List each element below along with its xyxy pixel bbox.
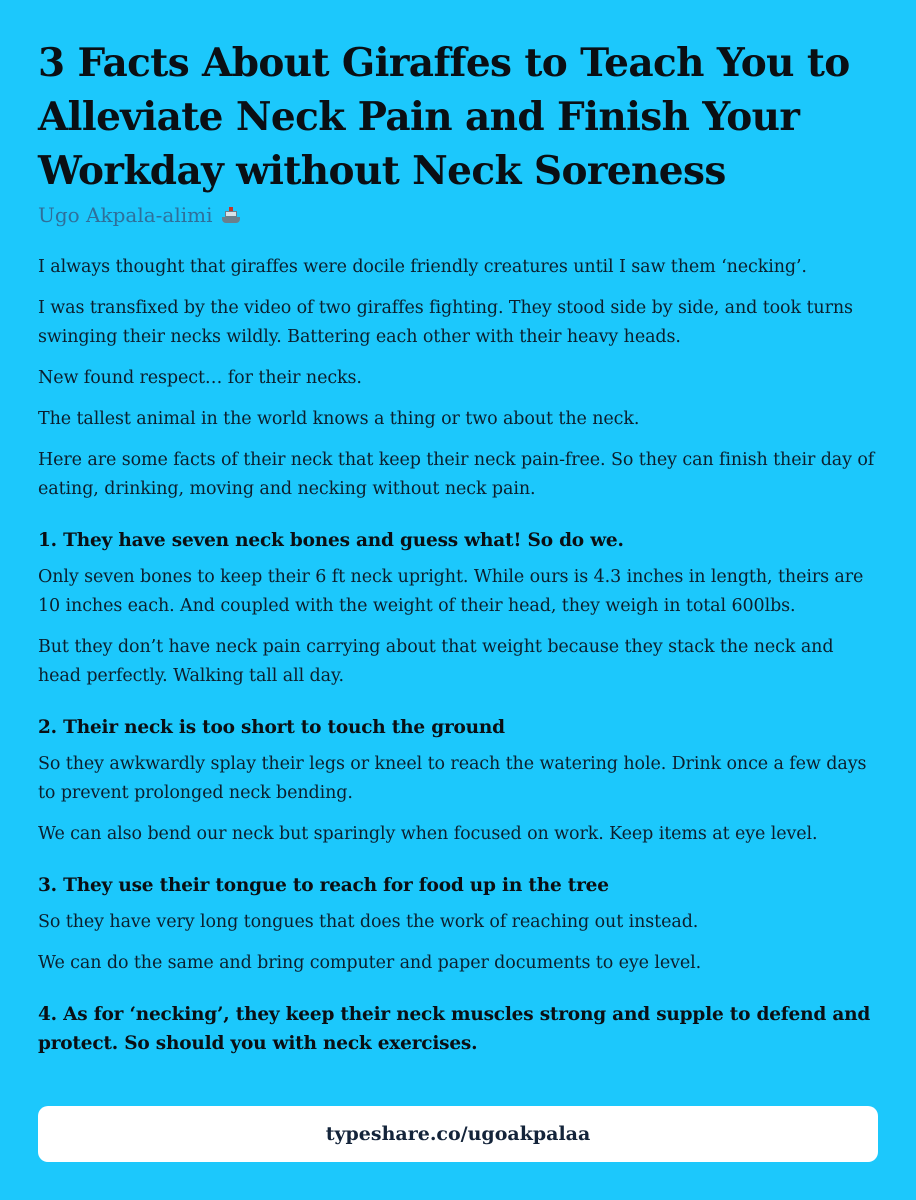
section-paragraph: But they don’t have neck pain carrying about that weight because they stack the neck and head perfectly. Walking tall all day. (38, 637, 834, 686)
section-paragraph: Only seven bones to keep their 6 ft neck upright. While ours is 4.3 inches in length, theirs are 10 inches each. And coupled with the weight of their head, they weigh in total 600lbs. (38, 567, 864, 616)
ship-icon (221, 205, 241, 225)
footer-link-button[interactable] (38, 1106, 878, 1162)
section-paragraph: So they awkwardly splay their legs or kneel to reach the watering hole. Drink once a few days to prevent prolonged neck bending. (38, 754, 867, 803)
section-paragraph: We can also bend our neck but sparingly when focused on work. Keep items at eye level. (38, 824, 818, 844)
section-heading: 2. Their neck is too short to touch the ground (38, 717, 505, 738)
intro-paragraph: New found respect… for their necks. (38, 368, 362, 388)
section-heading: 1. They have seven neck bones and guess what! So do we. (38, 530, 624, 551)
intro-paragraph: I always thought that giraffes were docile friendly creatures until I saw them ‘necking’. (38, 257, 807, 277)
post-title: 3 Facts About Giraffes to Teach You to Alleviate Neck Pain and Finish Your Workday without Neck Soreness (38, 40, 850, 194)
section-paragraph: So they have very long tongues that does the work of reaching out instead. (38, 912, 699, 932)
section-heading: 4. As for ‘necking’, they keep their neck muscles strong and supple to defend and protect. So should you with neck exercises. (38, 1004, 871, 1054)
author-name[interactable]: Ugo Akpala-alimi (38, 203, 213, 227)
section-paragraph: We can do the same and bring computer and paper documents to eye level. (38, 953, 702, 973)
intro-paragraph: Here are some facts of their neck that keep their neck pain-free. So they can finish their day of eating, drinking, moving and necking without neck pain. (38, 450, 875, 499)
author-line (38, 200, 878, 230)
footer-link-text[interactable]: typeshare.co/ugoakpalaa (325, 1123, 591, 1145)
intro-paragraph: I was transfixed by the video of two giraffes fighting. They stood side by side, and took turns swinging their necks wildly. Battering each other with their heavy heads. (38, 298, 853, 347)
post-body (38, 253, 878, 1058)
intro-paragraph: The tallest animal in the world knows a thing or two about the neck. (38, 409, 640, 429)
section-heading: 3. They use their tongue to reach for food up in the tree (38, 875, 609, 896)
